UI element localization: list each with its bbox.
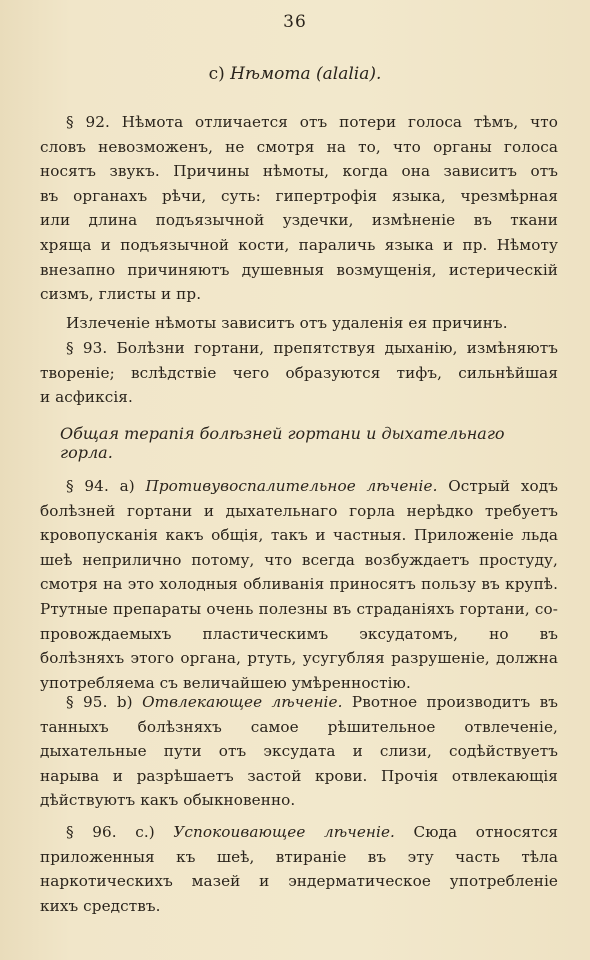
paragraph-lead: § 94. a): [66, 477, 135, 495]
paragraph-lead: § 96. c.): [66, 823, 155, 841]
paragraph-line: употребляема съ величайшею умѣренностію.: [40, 673, 411, 692]
paragraph-italic-term: Отвлекающее лѣченіе.: [142, 693, 343, 711]
paragraph-line: носятъ звукъ. Причины нѣмоты, когда она зависитъ отъ: [40, 162, 558, 181]
paragraph-line: Ртутные препараты очень полезны въ страданіяхъ гортани, со-: [40, 599, 558, 618]
section-title: [0, 64, 590, 84]
paragraph-line: приложенныя къ шеѣ, втираніе въ эту часть тѣла: [40, 847, 558, 866]
paragraph-line: или длина подъязычной уздечки, измѣненіе въ ткани: [40, 211, 558, 230]
paragraph-first-line: [40, 820, 558, 845]
paragraph-line: провождаемыхъ пластическимъ эксудатомъ, но въ: [40, 624, 558, 643]
paragraph-95: [40, 690, 558, 813]
subheading: Общая терапія болѣзней гортани и дыхательнаго горла.: [60, 424, 505, 462]
paragraph-line: кровопусканія какъ общія, такъ и частныя. Приложеніе льда: [40, 526, 558, 545]
paragraph-line: и асфиксія.: [40, 388, 133, 407]
paragraph-line: внезапно причиняютъ душевныя возмущенія, истерическій: [40, 260, 558, 279]
paragraph-92: [40, 110, 558, 335]
paragraph-line: смотря на это холодныя обливанія приносятъ пользу въ крупѣ.: [40, 575, 558, 594]
paragraph-line: Излеченіе нѣмоты зависитъ отъ удаленія ея причинъ.: [66, 313, 508, 332]
paragraph-italic-term: Успокоивающее лѣченіе.: [173, 823, 395, 841]
paragraph-line: дѣйствуютъ какъ обыкновенно.: [40, 791, 296, 810]
paragraph-line: § 92. Нѣмота отличается отъ потери голоса тѣмъ, что: [66, 113, 558, 131]
paragraph-line: твореніе; вслѣдствіе чего образуются тифъ, сильнѣйшая: [40, 363, 558, 382]
paragraph-lead-rest: Острый ходъ: [448, 477, 558, 495]
page-number: 36: [283, 12, 307, 32]
paragraph-line: наркотическихъ мазей и эндерматическое употребленіе: [40, 872, 558, 891]
section-title-text: Нѣмота: [230, 64, 311, 84]
section-title-latin: (alalia).: [316, 64, 382, 84]
paragraph-lead-rest: Рвотное производитъ въ: [351, 693, 558, 711]
paragraph-lead: § 95. b): [66, 693, 133, 711]
paragraph-line: сизмъ, глисты и пр.: [40, 285, 202, 304]
paragraph-94: [40, 474, 558, 695]
section-title-prefix: c): [208, 64, 225, 84]
paragraph-line: нарыва и разрѣшаетъ застой крови. Прочія отвлекающія: [40, 766, 558, 785]
paragraph-line: болѣзняхъ этого органа, ртуть, усугубляя разрушеніе, должна: [40, 649, 558, 668]
paragraph-first-line: [40, 690, 558, 715]
paragraph-line: хряща и подъязычной кости, параличь языка и пр. Нѣмоту: [40, 235, 558, 254]
paragraph-96: [40, 820, 558, 918]
paragraph-first-line: [40, 474, 558, 499]
paragraph-line: въ органахъ рѣчи, суть: гипертрофія языка, чрезмѣрная: [40, 186, 558, 205]
paragraph-93: [40, 336, 558, 410]
paragraph-line: словъ невозможенъ, не смотря на то, что органы голоса: [40, 137, 558, 156]
paragraph-line: кихъ средствъ.: [40, 896, 161, 915]
paragraph-line: болѣзней гортани и дыхательнаго горла нерѣдко требуетъ: [40, 501, 558, 520]
paragraph-line: шеѣ неприлично потому, что всегда возбуждаетъ простуду,: [40, 550, 558, 569]
paragraph-line: танныхъ болѣзняхъ самое рѣшительное отвлеченіе,: [40, 717, 558, 736]
paragraph-line: дыхательные пути отъ эксудата и слизи, содѣйствуетъ: [40, 742, 558, 761]
paragraph-lead-rest: Сюда относятся: [413, 823, 558, 841]
paragraph-italic-term: Противувоспалительное лѣченіе.: [145, 477, 438, 495]
paragraph-line: § 93. Болѣзни гортани, препятствуя дыханію, измѣняютъ: [66, 339, 558, 357]
